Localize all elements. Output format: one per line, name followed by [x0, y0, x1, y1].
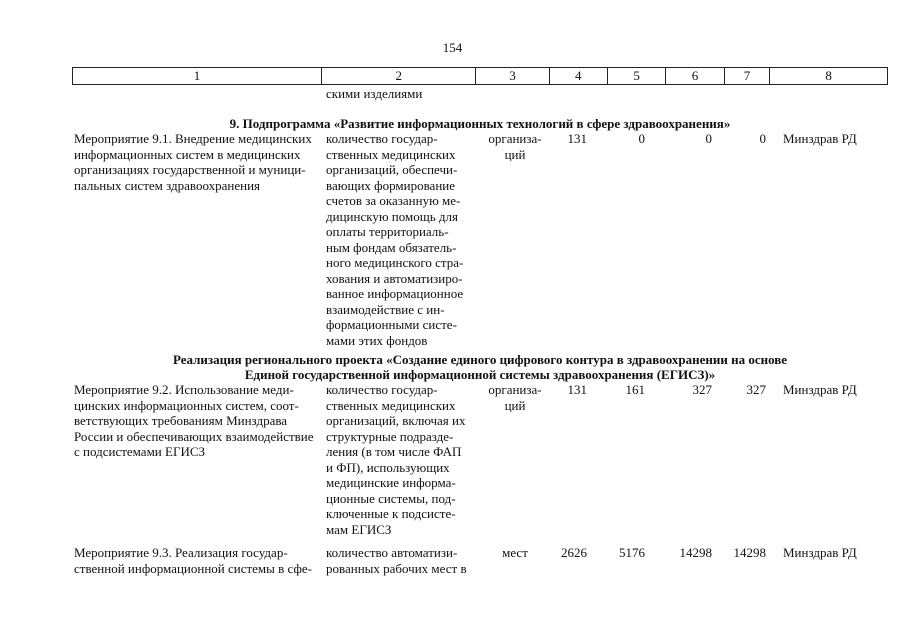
column-header-8: 8	[770, 68, 888, 85]
row-1-value-7: 0	[759, 131, 766, 146]
column-header-3: 3	[476, 68, 549, 85]
column-header-2: 2	[322, 68, 476, 85]
column-header-7: 7	[724, 68, 770, 85]
row-3-indicator: количество автоматизи- рованных рабочих мест в	[326, 545, 467, 576]
row-2-activity: Мероприятие 9.2. Использование меди- цинских информационных систем, соот- ветствующих требованиям Минздрава России и обеспечивающих взаимодействие с подсистемами ЕГИСЗ	[74, 382, 314, 459]
column-header-5: 5	[607, 68, 665, 85]
row-2-value-4: 131	[567, 382, 587, 397]
subprogram-heading: 9. Подпрограмма «Развитие информационных технологий в сфере здравоохранения»	[229, 116, 731, 131]
row-1-unit: организа- ций	[488, 131, 542, 162]
row-3-executor: Минздрав РД	[783, 545, 857, 560]
row-1-value-6: 0	[705, 131, 712, 146]
row-2-value-6: 327	[692, 382, 712, 397]
column-header-1: 1	[73, 68, 322, 85]
row-2-value-5: 161	[625, 382, 645, 397]
row-3-value-5: 5176	[619, 545, 645, 560]
project-heading-line-2: Единой государственной информационной системы здравоохранения (ЕГИСЗ)»	[244, 367, 716, 382]
row-3-value-6: 14298	[679, 545, 712, 560]
row-2-value-7: 327	[746, 382, 766, 397]
row-2-indicator: количество государ- ственных медицинских организаций, включая их структурные подразде- ления (в том числе ФАП и ФП), использующих медицинские информа- ционные системы, под- ключенные к подсисте- мам ЕГИСЗ	[326, 382, 466, 537]
row-1-value-4: 131	[567, 131, 587, 146]
row-1-executor: Минздрав РД	[783, 131, 857, 146]
row-2-executor: Минздрав РД	[783, 382, 857, 397]
page-number: 154	[442, 40, 463, 55]
row-2-unit: организа- ций	[488, 382, 542, 413]
column-header-row	[72, 67, 888, 85]
row-1-value-5: 0	[638, 131, 645, 146]
row-1-indicator: количество государ- ственных медицинских организаций, обеспечи- вающих формирование счетов за оказанную ме- дицинскую помощь для оплаты территориаль- ным фондам обязатель- ного медицинского стра- хования и автоматизиро- ванное информационное взаимодействие с ин- формационными систе- мами этих фондов	[326, 131, 464, 348]
row-3-activity: Мероприятие 9.3. Реализация государ- ственной информационной системы в сфе-	[74, 545, 312, 576]
row-1-activity: Мероприятие 9.1. Внедрение медицинских информационных систем в медицинских организациях государственной и муници- пальных систем здравоохранения	[74, 131, 312, 193]
row-3-unit: мест	[502, 545, 528, 560]
row-3-value-4: 2626	[561, 545, 587, 560]
column-header-4: 4	[549, 68, 607, 85]
continuation-text: скими изделиями	[326, 86, 423, 101]
project-heading-line-1: Реализация регионального проекта «Создание единого цифрового контура в здравоохранении на основе	[172, 352, 788, 367]
row-3-value-7: 14298	[733, 545, 766, 560]
column-header-6: 6	[666, 68, 724, 85]
